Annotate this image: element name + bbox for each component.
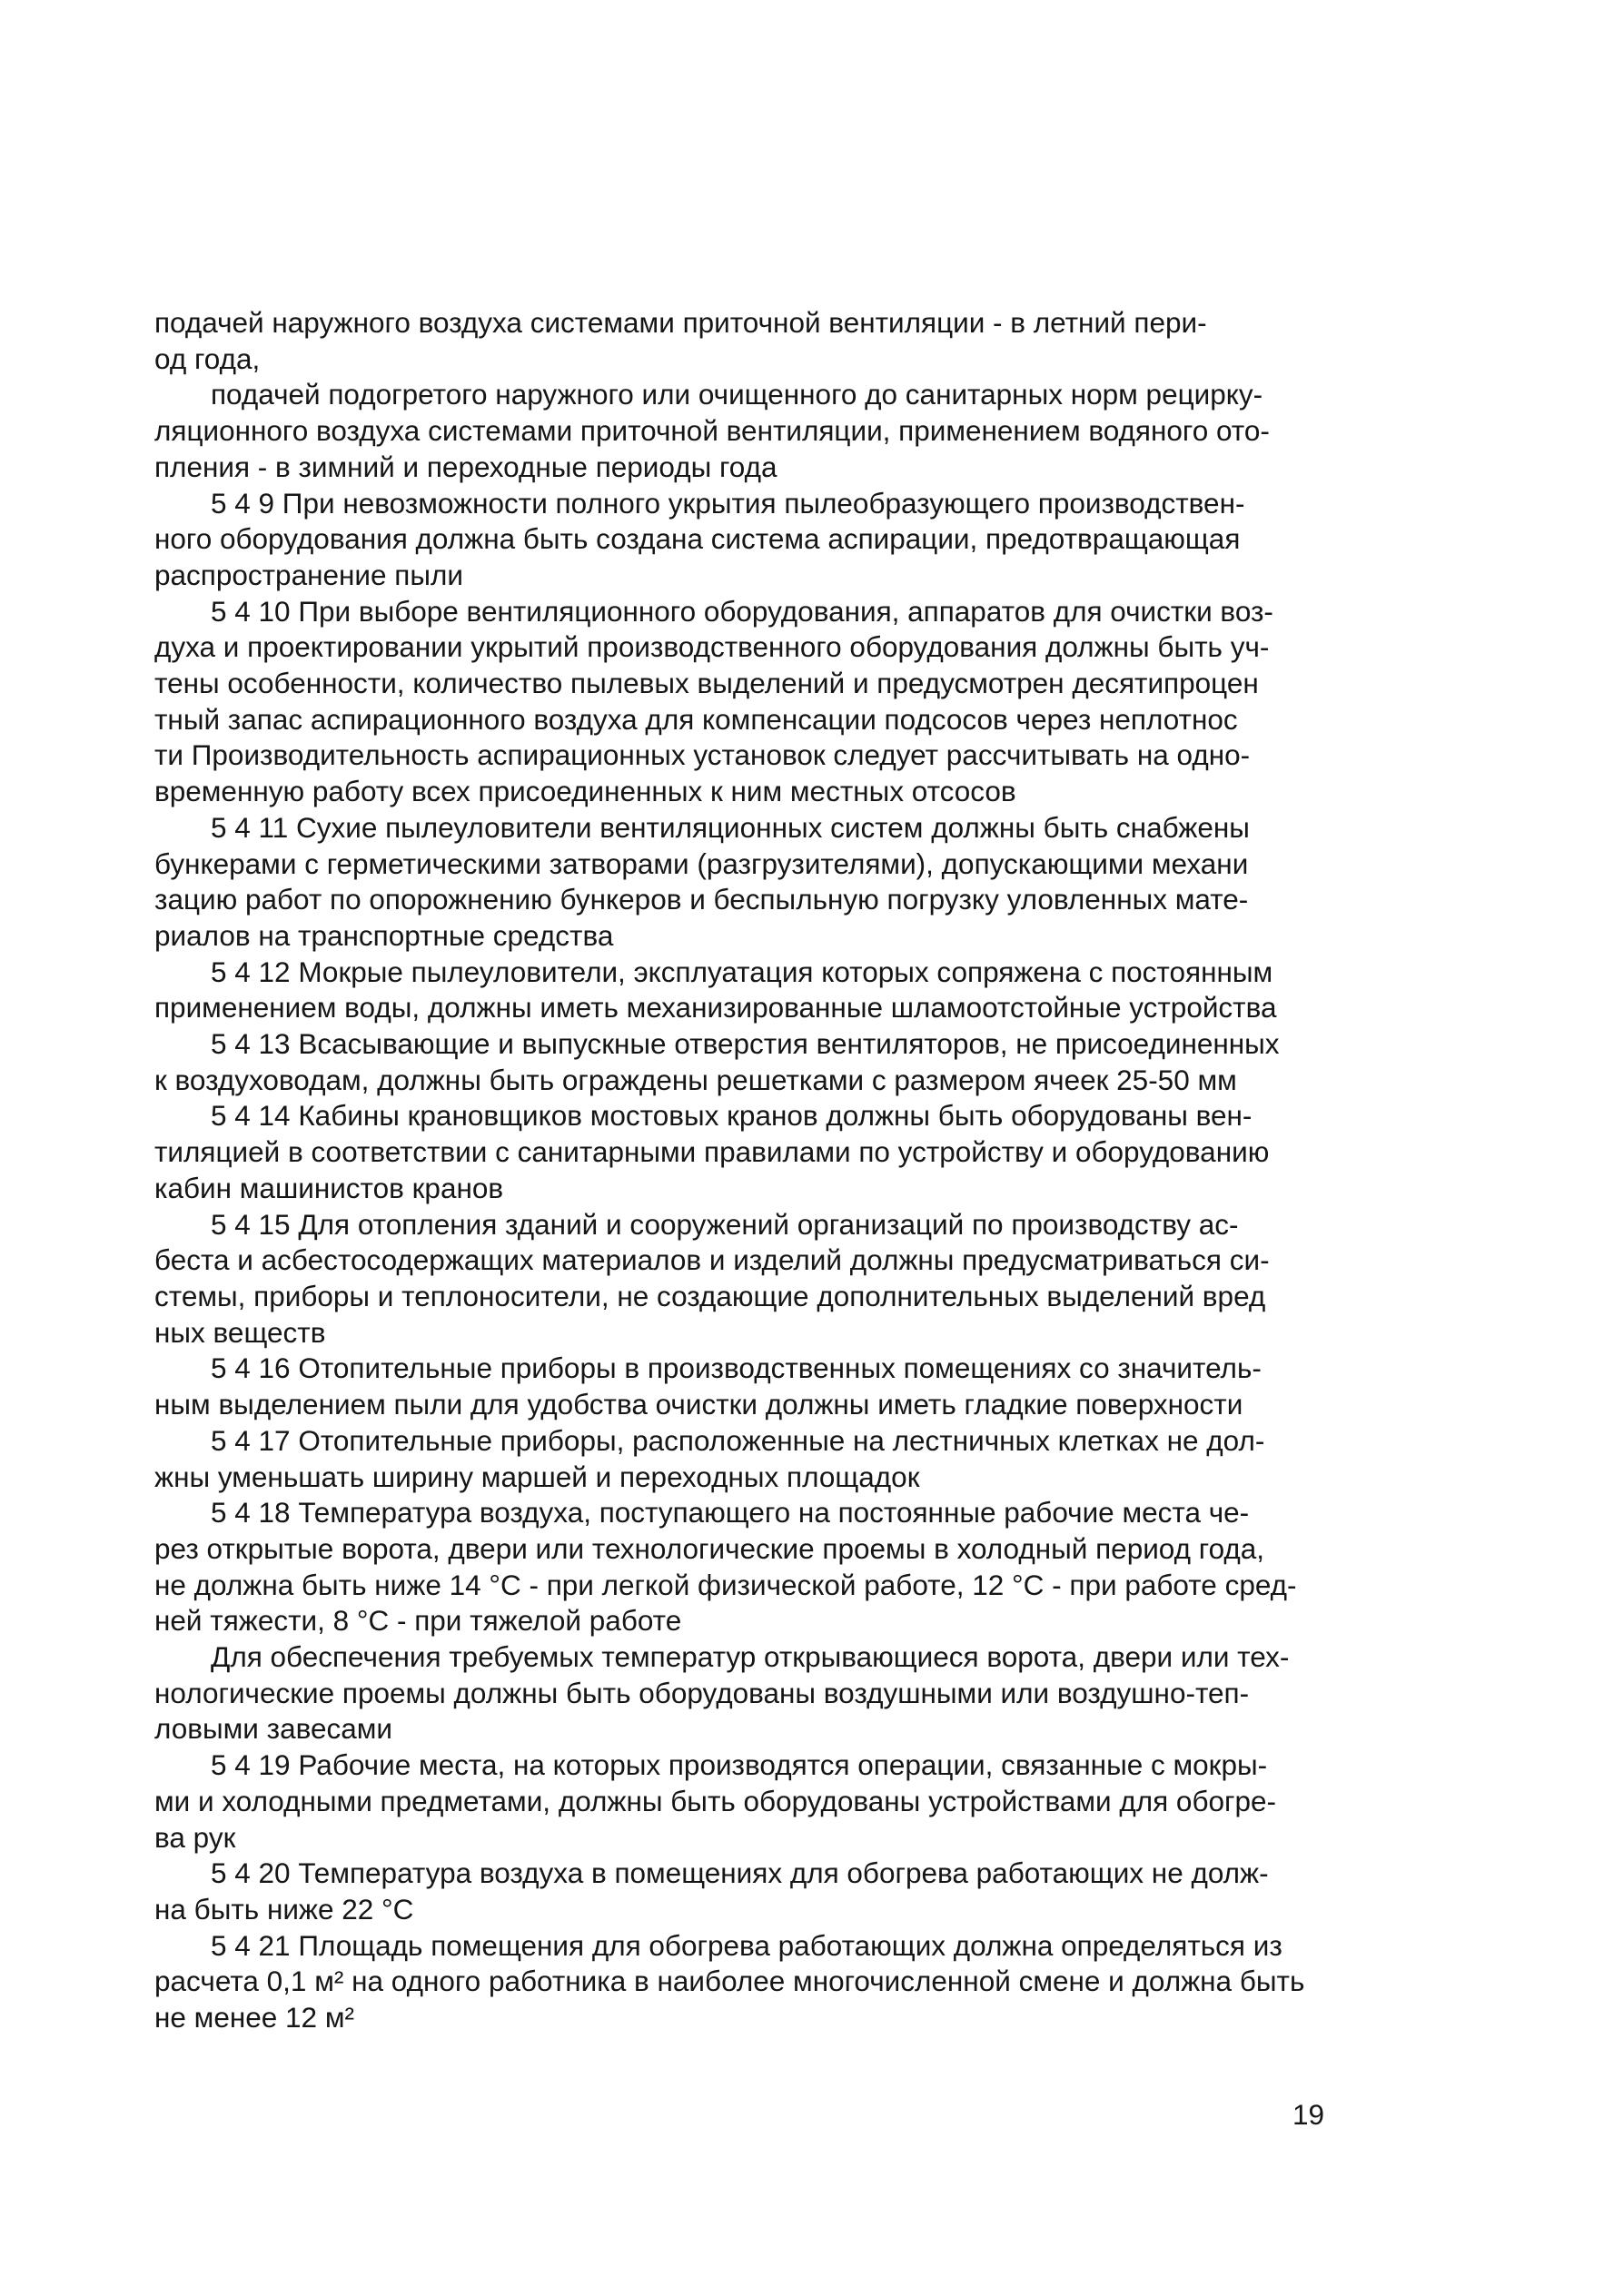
body-text: [154, 305, 1324, 2036]
text-line: 5 4 15 Для отопления зданий и сооружений организаций по производству ас-: [211, 1207, 1239, 1241]
text-line: ным выделением пыли для удобства очистки должны иметь гладкие поверхности: [154, 1388, 1243, 1421]
text-line: Для обеспечения требуемых температур открывающиеся ворота, двери или тех-: [211, 1640, 1290, 1674]
text-line: ляционного воздуха системами приточной вентиляции, применением водяного ото-: [154, 414, 1270, 448]
text-line: 5 4 20 Температура воздуха в помещениях для обогрева работающих не долж-: [211, 1856, 1269, 1890]
text-line: нологические проемы должны быть оборудованы воздушными или воздушно-теп-: [154, 1676, 1250, 1709]
text-line: 5 4 9 При невозможности полного укрытия пылеобразующего производствен-: [211, 486, 1245, 520]
text-line: 5 4 10 При выборе вентиляционного оборудования, аппаратов для очистки воз-: [211, 594, 1273, 628]
text-line: ти Производительность аспирационных установок следует рассчитывать на одно-: [154, 738, 1251, 772]
text-line: беста и асбестосодержащих материалов и изделий должны предусматриваться си-: [154, 1243, 1270, 1277]
text-line: тный запас аспирационного воздуха для компенсации подсосов через неплотнос: [154, 702, 1238, 736]
text-line: 5 4 12 Мокрые пылеуловители, эксплуатация которых сопряжена с постоянным: [211, 955, 1273, 988]
text-line: ми и холодными предметами, должны быть оборудованы устройствами для обогре-: [154, 1784, 1277, 1817]
page-number: 19: [1292, 2098, 1324, 2131]
text-line: ного оборудования должна быть создана система аспирации, предотвращающая: [154, 522, 1241, 556]
text-line: 5 4 13 Всасывающие и выпускные отверстия вентиляторов, не присоединенных: [211, 1027, 1280, 1061]
text-line: ва рук: [154, 1820, 236, 1854]
text-line: стемы, приборы и теплоносители, не создающие дополнительных выделений вред: [154, 1279, 1266, 1312]
text-line: распространение пыли: [154, 558, 463, 591]
text-line: риалов на транспортные средства: [154, 918, 614, 952]
text-line: ловыми завесами: [154, 1712, 393, 1746]
text-line: на быть ниже 22 °С: [154, 1892, 414, 1926]
text-line: 5 4 16 Отопительные приборы в производственных помещениях со значитель-: [211, 1351, 1262, 1385]
text-line: к воздуховодам, должны быть ограждены решетками с размером ячеек 25-50 мм: [154, 1063, 1237, 1096]
text-line: подачей наружного воздуха системами приточной вентиляции - в летний пери-: [154, 306, 1207, 339]
text-line: кабин машинистов кранов: [154, 1171, 504, 1204]
text-line: тиляцией в соответствии с санитарными правилами по устройству и оборудованию: [154, 1135, 1270, 1169]
text-line: 5 4 21 Площадь помещения для обогрева работающих должна определяться из: [211, 1928, 1282, 1962]
text-line: духа и проектировании укрытий производственного оборудования должны быть уч-: [154, 630, 1270, 664]
text-line: подачей подогретого наружного или очищенного до санитарных норм рецирку-: [211, 378, 1263, 411]
text-line: зацию работ по опорожнению бункеров и беспыльную погрузку уловленных мате-: [154, 883, 1249, 916]
text-line: жны уменьшать ширину маршей и переходных площадок: [154, 1460, 920, 1493]
text-line: не менее 12 м²: [154, 2001, 354, 2034]
text-line: применением воды, должны иметь механизированные шламоотстойные устройства: [154, 991, 1277, 1025]
text-line: рез открытые ворота, двери или технологические проемы в холодный период года,: [154, 1531, 1265, 1565]
text-line: бункерами с герметическими затворами (разгрузителями), допускающими механи: [154, 846, 1249, 880]
text-line: 5 4 18 Температура воздуха, поступающего на постоянные рабочие места че-: [211, 1496, 1250, 1530]
text-line: ных веществ: [154, 1315, 326, 1349]
text-line: 5 4 14 Кабины крановщиков мостовых кранов должны быть оборудованы вен-: [211, 1099, 1253, 1133]
text-line: 5 4 17 Отопительные приборы, расположенные на лестничных клетках не дол-: [211, 1423, 1265, 1457]
text-line: тены особенности, количество пылевых выделений и предусмотрен десятипроцен: [154, 667, 1259, 700]
text-line: ней тяжести, 8 °С - при тяжелой работе: [154, 1604, 682, 1638]
text-line: 5 4 19 Рабочие места, на которых производятся операции, связанные с мокры-: [211, 1748, 1268, 1782]
text-line: временную работу всех присоединенных к ним местных отсосов: [154, 775, 1016, 808]
text-line: од года,: [154, 342, 261, 375]
text-line: пления - в зимний и переходные периоды года: [154, 450, 777, 483]
text-line: расчета 0,1 м² на одного работника в наиболее многочисленной смене и должна быть: [154, 1965, 1305, 1998]
text-line: не должна быть ниже 14 °С - при легкой физической работе, 12 °С - при работе сред-: [154, 1568, 1297, 1601]
text-line: 5 4 11 Сухие пылеуловители вентиляционных систем должны быть снабжены: [211, 810, 1250, 844]
